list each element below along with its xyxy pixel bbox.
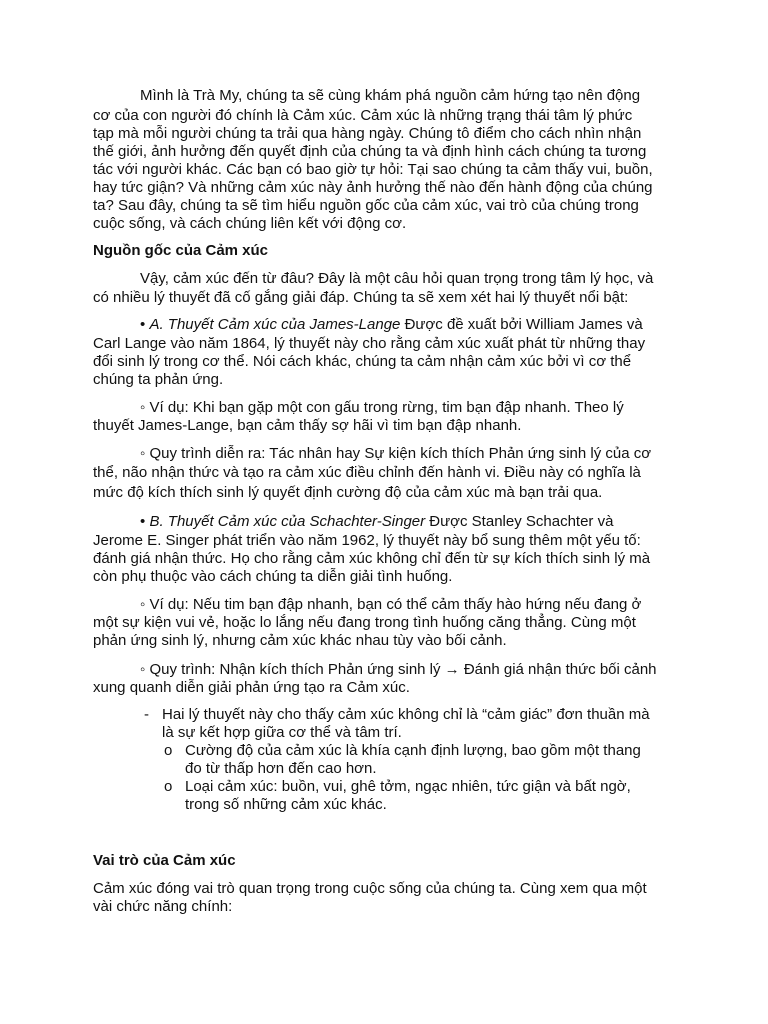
bullet-marker: • xyxy=(140,513,146,530)
theory-a-first-line xyxy=(140,316,643,334)
text-line: ta? Sau đây, chúng ta sẽ tìm hiểu nguồn gốc của cảm xúc, vai trò của chúng trong xyxy=(93,197,639,214)
text-line: tác với người khác. Các bạn có bao giờ tự hỏi: Tại sao chúng ta cảm thấy vui, buồn, xyxy=(93,161,653,178)
text-line: Carl Lange vào năm 1864, lý thuyết này cho rằng cảm xúc xuất phát từ những thay xyxy=(93,335,646,352)
text-line: hay tức giận? Và những cảm xúc này ảnh hưởng thế nào đến hành động của chúng xyxy=(93,179,653,196)
process-line: ◦ Quy trình diễn ra: Tác nhân hay Sự kiện kích thích Phản ứng sinh lý của cơ xyxy=(140,445,652,462)
text-line: cuộc sống, và cách chúng liên kết với động cơ. xyxy=(93,215,407,232)
process-line: ◦ Quy trình: Nhận kích thích Phản ứng sinh lý → Đánh giá nhận thức bối cảnh xyxy=(140,661,657,678)
process-line: mức độ kích thích sinh lý quyết định cường độ của cảm xúc mà bạn trải qua. xyxy=(93,484,603,501)
subitem-line: Cường độ của cảm xúc là khía cạnh định lượng, bao gồm một thang xyxy=(185,742,641,759)
bullet-marker: • xyxy=(140,316,146,333)
process-line: xung quanh diễn giải phản ứng tạo ra Cảm xúc. xyxy=(93,679,410,696)
text-line: Mình là Trà My, chúng ta sẽ cùng khám phá nguồn cảm hứng tạo nên động xyxy=(140,87,641,104)
text-line: Cảm xúc đóng vai trò quan trọng trong cuộc sống của chúng ta. Cùng xem qua một xyxy=(93,880,647,897)
text-line: Vậy, cảm xúc đến từ đâu? Đây là một câu hỏi quan trọng trong tâm lý học, và xyxy=(140,270,654,287)
dash-marker: - xyxy=(144,706,149,723)
text-line: đổi sinh lý trong cơ thể. Nói cách khác, chúng ta cảm nhận cảm xúc bởi vì cơ thể xyxy=(93,353,632,370)
text-line: đánh giá nhận thức. Họ cho rằng cảm xúc không chỉ đến từ sự kích thích sinh lý mà xyxy=(93,550,651,567)
circle-marker: o xyxy=(164,742,173,759)
text-line: tạp mà mỗi người chúng ta trải qua hàng ngày. Chúng tô điểm cho cách nhìn nhận xyxy=(93,125,642,142)
section-heading-origin: Nguồn gốc của Cảm xúc xyxy=(93,242,269,259)
text-line: cơ của con người đó chính là Cảm xúc. Cảm xúc là những trạng thái tâm lý phức xyxy=(93,107,633,124)
example-line: ◦ Ví dụ: Khi bạn gặp một con gấu trong rừng, tim bạn đập nhanh. Theo lý xyxy=(140,399,624,416)
process-line: thể, não nhận thức và tạo ra cảm xúc điều chỉnh đến hành vi. Điều này có nghĩa là xyxy=(93,464,641,481)
example-line: một sự kiện vui vẻ, hoặc lo lắng nếu đang trong tình huống căng thẳng. Cùng một xyxy=(93,614,636,631)
text-line: chúng ta phản ứng. xyxy=(93,371,224,388)
theory-a-intro-text: Được đề xuất bởi William James và xyxy=(404,316,643,333)
example-line: thuyết James-Lange, bạn cảm thấy sợ hãi vì tim bạn đập nhanh. xyxy=(93,417,522,434)
text-line: có nhiều lý thuyết đã cố gắng giải đáp. Chúng ta sẽ xem xét hai lý thuyết nổi bật: xyxy=(93,289,629,306)
summary-line: là sự kết hợp giữa cơ thể và tâm trí. xyxy=(162,724,402,741)
section-heading-role: Vai trò của Cảm xúc xyxy=(93,852,236,869)
theory-a-title: A. Thuyết Cảm xúc của James-Lange xyxy=(149,316,401,333)
text-line: còn phụ thuộc vào cách chúng ta diễn giải tình huống. xyxy=(93,568,453,585)
subitem-line: đo từ thấp hơn đến cao hơn. xyxy=(185,760,377,777)
text-line: Jerome E. Singer phát triển vào năm 1962, lý thuyết này bổ sung thêm một yếu tố: xyxy=(93,532,641,549)
subitem-line: Loại cảm xúc: buồn, vui, ghê tởm, ngạc nhiên, tức giận và bất ngờ, xyxy=(185,778,631,795)
example-line: ◦ Ví dụ: Nếu tim bạn đập nhanh, bạn có thể cảm thấy hào hứng nếu đang ở xyxy=(140,596,642,613)
subitem-line: trong số những cảm xúc khác. xyxy=(185,796,387,813)
circle-marker: o xyxy=(164,778,173,795)
text-line: vài chức năng chính: xyxy=(93,898,233,915)
example-line: phản ứng sinh lý, nhưng cảm xúc khác nhau tùy vào bối cảnh. xyxy=(93,632,507,649)
summary-line: Hai lý thuyết này cho thấy cảm xúc không chỉ là “cảm giác” đơn thuần mà xyxy=(162,706,650,723)
text-line: thế giới, ảnh hưởng đến quyết định của chúng ta và định hình cách chúng ta tương xyxy=(93,143,647,160)
theory-b-title: B. Thuyết Cảm xúc của Schachter-Singer xyxy=(149,513,426,530)
theory-b-first-line xyxy=(140,513,613,531)
theory-b-intro-text: Được Stanley Schachter và xyxy=(429,513,614,530)
